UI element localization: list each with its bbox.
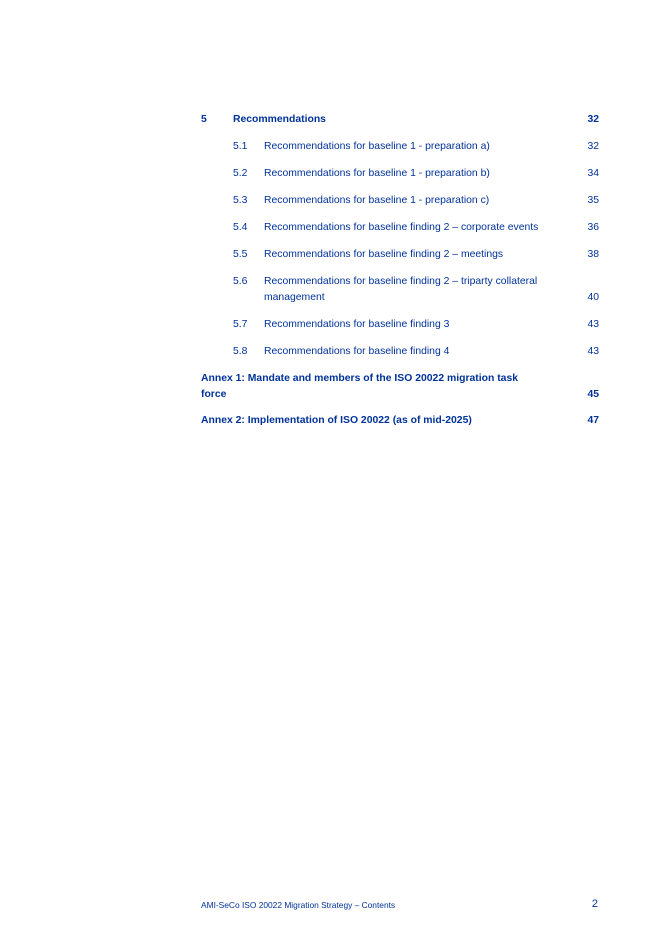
- toc-subsection-page: 32: [587, 141, 599, 152]
- toc-subsection-5-7[interactable]: [201, 317, 599, 333]
- toc-subsection-number: 5.4: [233, 222, 248, 233]
- toc-subsection-number: 5.5: [233, 249, 248, 260]
- toc-subsection-number: 5.8: [233, 346, 248, 357]
- toc-subsection-title[interactable]: Recommendations for baseline finding 2 – corporate events: [264, 222, 539, 233]
- toc-subsection-title[interactable]: Recommendations for baseline 1 - preparation a): [264, 141, 490, 152]
- toc-annex-2[interactable]: [201, 413, 599, 429]
- toc-subsection-page: 38: [587, 249, 599, 260]
- toc-subsection-5-4[interactable]: [201, 220, 599, 236]
- toc-subsection-page: 34: [587, 168, 599, 179]
- toc-subsection-title[interactable]: Recommendations for baseline 1 - preparation c): [264, 195, 490, 206]
- toc-subsection-number: 5.3: [233, 195, 248, 206]
- toc-subsection-5-8[interactable]: [201, 344, 599, 360]
- toc-subsection-title[interactable]: Recommendations for baseline finding 3: [264, 319, 450, 330]
- toc-subsection-title[interactable]: Recommendations for baseline finding 4: [264, 346, 450, 357]
- toc-annex-1[interactable]: [201, 371, 599, 403]
- toc-subsection-page: 43: [587, 346, 599, 357]
- toc-annex-title[interactable]: Annex 1: Mandate and members of the ISO 20022 migration task force: [201, 373, 519, 400]
- table-of-contents: [201, 112, 599, 439]
- toc-subsection-page: 36: [587, 222, 599, 233]
- toc-annex-title[interactable]: Annex 2: Implementation of ISO 20022 (as of mid-2025): [201, 415, 472, 426]
- toc-subsection-title[interactable]: Recommendations for baseline 1 - preparation b): [264, 168, 490, 179]
- toc-subsection-number: 5.1: [233, 141, 248, 152]
- toc-section-page: 32: [587, 114, 599, 125]
- toc-section-title[interactable]: Recommendations: [233, 114, 326, 125]
- footer-page-number: 2: [591, 898, 598, 910]
- toc-subsection-5-1[interactable]: [201, 139, 599, 155]
- toc-annex-page: 45: [587, 389, 599, 400]
- toc-subsection-page: 43: [587, 319, 599, 330]
- toc-subsection-5-6[interactable]: [201, 274, 599, 306]
- toc-section-5[interactable]: [201, 112, 599, 128]
- toc-annex-page: 47: [587, 415, 599, 426]
- toc-subsection-page: 40: [587, 292, 599, 303]
- footer-document-title: AMI-SeCo ISO 20022 Migration Strategy – Contents: [201, 900, 396, 910]
- toc-subsection-number: 5.6: [233, 276, 248, 287]
- toc-subsection-title[interactable]: Recommendations for baseline finding 2 – meetings: [264, 249, 504, 260]
- toc-subsection-number: 5.2: [233, 168, 248, 179]
- toc-subsection-title[interactable]: Recommendations for baseline finding 2 – triparty collateral management: [264, 276, 538, 303]
- toc-section-number: 5: [201, 114, 207, 125]
- toc-subsection-5-3[interactable]: [201, 193, 599, 209]
- toc-subsection-5-2[interactable]: [201, 166, 599, 182]
- toc-subsection-number: 5.7: [233, 319, 248, 330]
- toc-subsection-5-5[interactable]: [201, 247, 599, 263]
- toc-subsection-page: 35: [587, 195, 599, 206]
